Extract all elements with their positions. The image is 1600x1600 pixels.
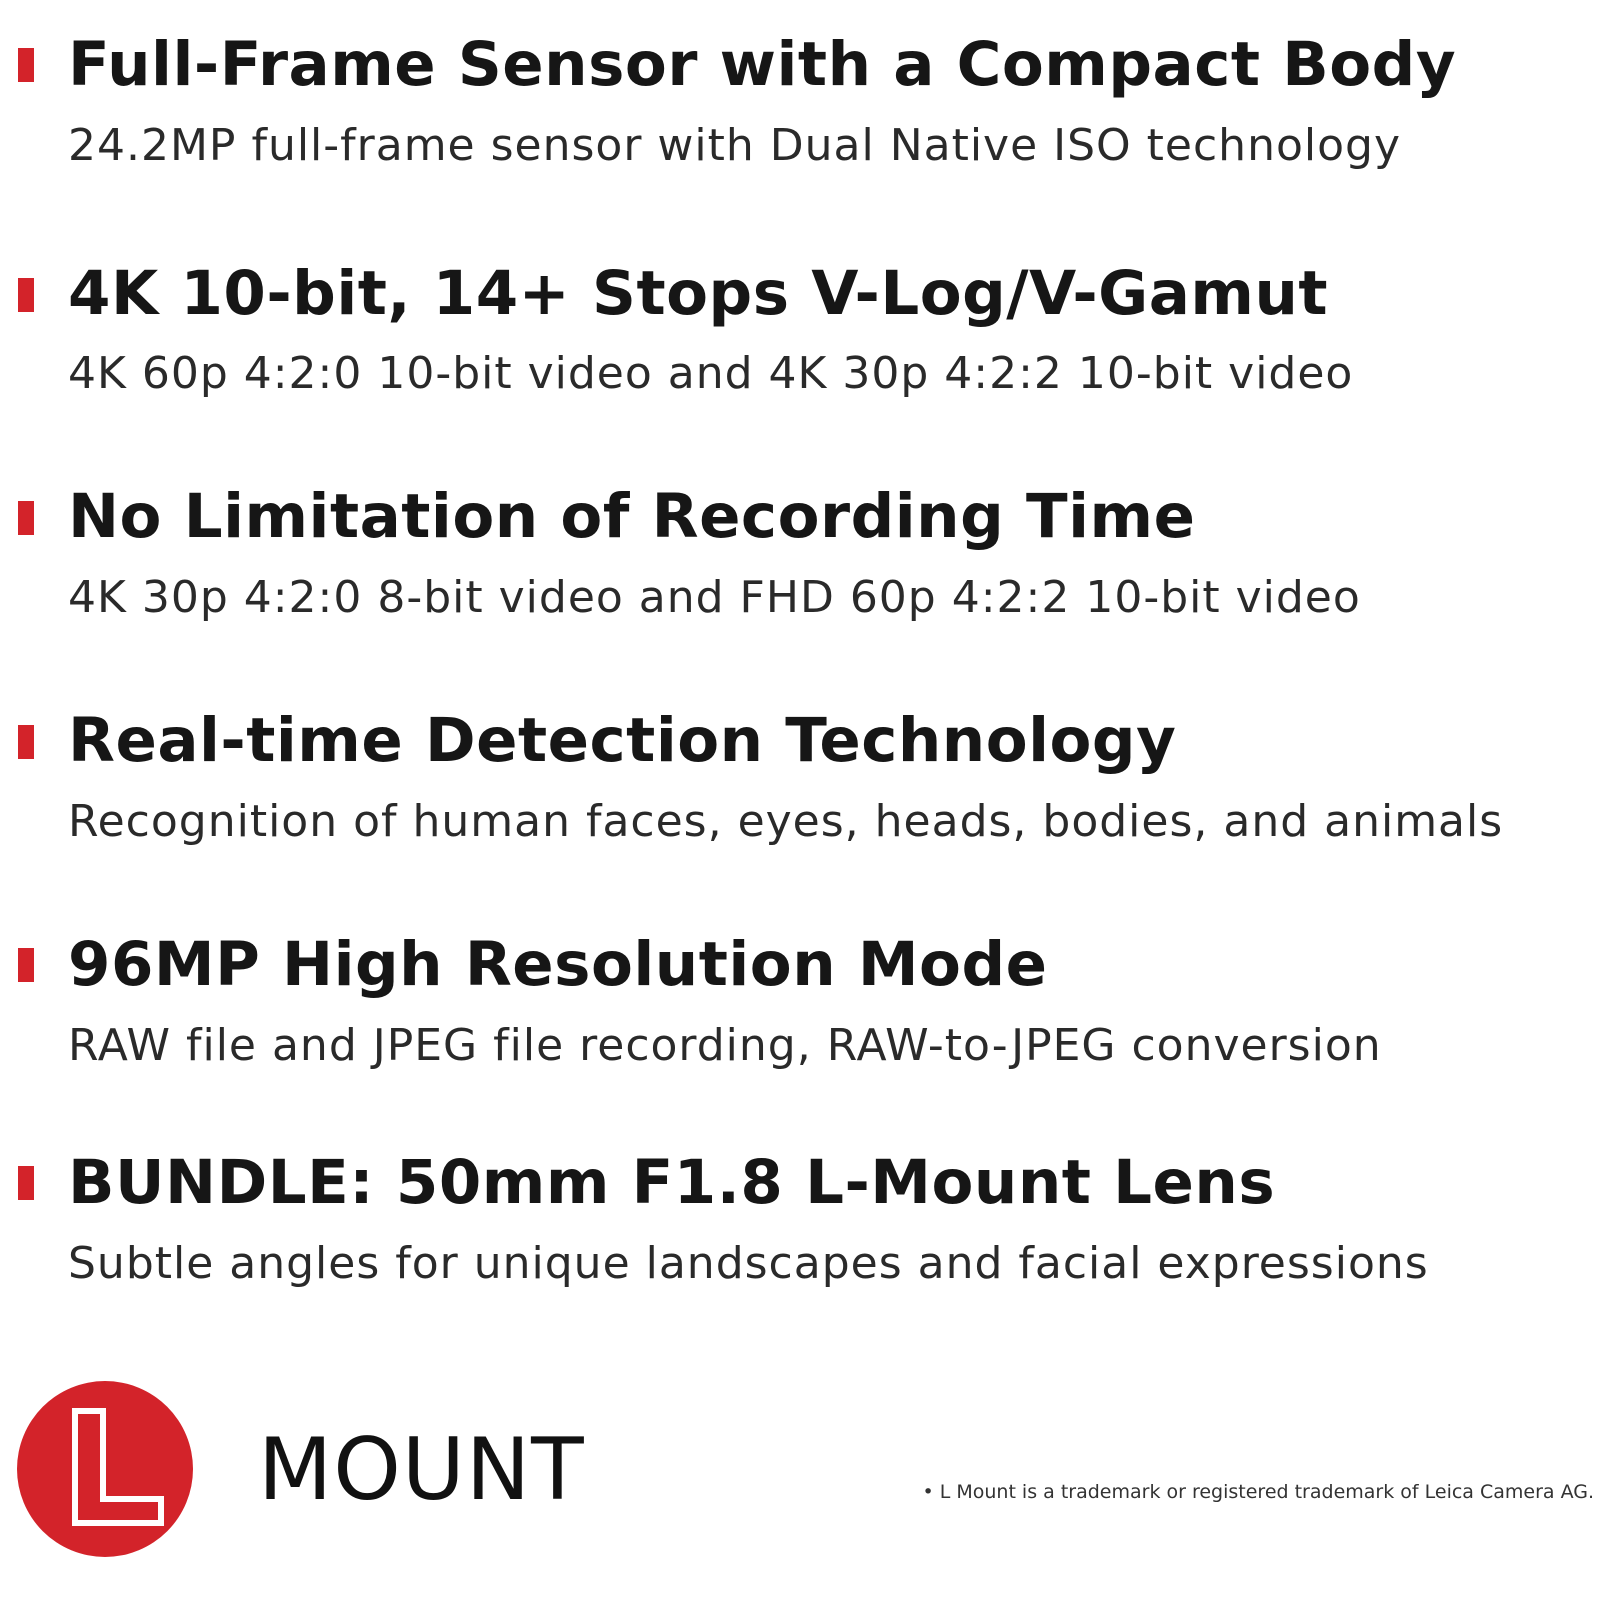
mount-wordmark: MOUNT — [258, 1420, 585, 1520]
feature-subtitle: Subtle angles for unique landscapes and facial expressions — [68, 1238, 1429, 1289]
bullet-marker-icon — [18, 725, 34, 759]
feature-title: No Limitation of Recording Time — [68, 481, 1196, 552]
feature-subtitle: 4K 30p 4:2:0 8-bit video and FHD 60p 4:2:2 10-bit video — [68, 572, 1361, 623]
bullet-marker-icon — [18, 1166, 34, 1200]
l-mount-logo-icon — [14, 1378, 196, 1560]
feature-title: 4K 10-bit, 14+ Stops V-Log/V-Gamut — [68, 258, 1329, 329]
feature-title: 96MP High Resolution Mode — [68, 929, 1048, 1000]
feature-title: Full-Frame Sensor with a Compact Body — [68, 29, 1457, 100]
feature-subtitle: 4K 60p 4:2:0 10-bit video and 4K 30p 4:2:2 10-bit video — [68, 348, 1354, 399]
bullet-marker-icon — [18, 278, 34, 312]
feature-title: Real-time Detection Technology — [68, 705, 1177, 776]
bullet-marker-icon — [18, 501, 34, 535]
trademark-note: • L Mount is a trademark or registered trademark of Leica Camera AG. — [922, 1481, 1594, 1503]
feature-subtitle: Recognition of human faces, eyes, heads, bodies, and animals — [68, 796, 1504, 847]
bullet-marker-icon — [18, 948, 34, 982]
feature-title: BUNDLE: 50mm F1.8 L-Mount Lens — [68, 1147, 1276, 1218]
bullet-marker-icon — [18, 48, 34, 82]
feature-subtitle: RAW file and JPEG file recording, RAW-to-JPEG conversion — [68, 1020, 1382, 1071]
feature-subtitle: 24.2MP full-frame sensor with Dual Native ISO technology — [68, 120, 1401, 171]
